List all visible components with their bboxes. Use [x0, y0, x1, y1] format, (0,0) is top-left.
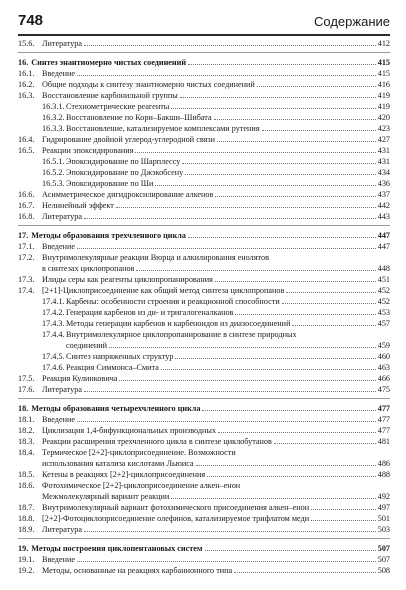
- toc-chapter-entry[interactable]: [18, 230, 390, 241]
- toc-entry-title: Эпоксидирование по Ши: [66, 179, 154, 188]
- toc-entry-title: Методы образования четырехчленного цикла: [31, 404, 201, 413]
- toc-entry-title: Фотохимическое [2+2]-циклоприсоединение алкен–енон: [42, 481, 241, 490]
- toc-entry-number: 19.: [18, 544, 29, 553]
- toc-entry[interactable]: [18, 524, 390, 535]
- toc-entry-title: Литература: [42, 212, 82, 221]
- toc-entry-page: 466: [377, 374, 390, 383]
- toc-entry-page: 419: [377, 102, 390, 111]
- dot-leader: [234, 572, 376, 573]
- toc-entry-page: 492: [377, 492, 390, 501]
- toc-entry-number: 16.2.: [18, 80, 35, 89]
- toc-entry[interactable]: [18, 414, 390, 425]
- dot-leader: [155, 185, 375, 186]
- dot-leader: [196, 465, 376, 466]
- toc-entry[interactable]: [18, 241, 390, 252]
- dot-leader: [188, 237, 376, 238]
- toc-entry-page: 452: [377, 297, 390, 306]
- toc-entry[interactable]: [18, 211, 390, 222]
- dot-leader: [175, 358, 375, 359]
- toc-entry-number: 19.2.: [18, 566, 35, 575]
- toc-entry-title: Методы образования трехчленного цикла: [31, 231, 186, 240]
- toc-entry[interactable]: [18, 90, 390, 101]
- dot-leader: [116, 207, 376, 208]
- toc-entry-number: 16.5.1.: [42, 157, 65, 166]
- toc-entry[interactable]: [18, 373, 390, 384]
- toc-entry-page: 486: [377, 459, 390, 468]
- toc-entry-number: 16.4.: [18, 135, 35, 144]
- toc-entry-title: Общие подходы к синтезу энантиомерно чистых соединений: [42, 80, 255, 89]
- toc-entry-number: 17.4.: [18, 286, 35, 295]
- toc-entry-title: Введение: [42, 69, 76, 78]
- dot-leader: [171, 108, 375, 109]
- toc-entry-title: Литература: [42, 385, 82, 394]
- toc-entry-number: 16.8.: [18, 212, 35, 221]
- toc-entry-page: 442: [377, 201, 390, 210]
- toc-entry-title: Методы генерации карбенов и карбеноидов из диазосоединений: [66, 319, 291, 328]
- toc-entry-page: 443: [377, 212, 390, 221]
- section-divider: [18, 225, 390, 226]
- toc-entry-page: 463: [377, 363, 390, 372]
- toc-entry[interactable]: [18, 351, 390, 362]
- dot-leader: [214, 119, 376, 120]
- toc-entry-number: 18.8.: [18, 514, 35, 523]
- toc-entry-page: 412: [377, 39, 390, 48]
- toc-entry-number: 15.6.: [18, 39, 35, 48]
- dot-leader: [311, 509, 376, 510]
- toc-entry-number: 16.6.: [18, 190, 35, 199]
- toc-entry-title: Кетены в реакциях [2+2]-циклоприсоединения: [42, 470, 206, 479]
- toc-entry-page: 501: [377, 514, 390, 523]
- toc-entry[interactable]: [18, 134, 390, 145]
- toc-entry[interactable]: [18, 458, 390, 469]
- toc-entry[interactable]: [18, 480, 390, 491]
- toc-entry-page: 453: [377, 308, 390, 317]
- dot-leader: [77, 421, 376, 422]
- section-divider: [18, 538, 390, 539]
- toc-entry-number: 17.4.6.: [42, 363, 65, 372]
- toc-entry-title: Генерация карбенов из ди- и тригалогеналканов: [66, 308, 234, 317]
- toc-entry-page: 488: [377, 470, 390, 479]
- toc-entry-page: 416: [377, 80, 390, 89]
- toc-entry-title: Стехиометрические реагенты: [66, 102, 170, 111]
- toc-entry[interactable]: [18, 447, 390, 458]
- page-header: [18, 8, 390, 36]
- toc-entry-title: [2+2]-Фотоциклоприсоединение олефинов, катализируемое трифлатом меди: [42, 514, 310, 523]
- toc-entry-title: в синтезах циклопропанов: [42, 264, 135, 273]
- toc-entry-title: Реакция Симмонса–Смита: [66, 363, 159, 372]
- toc-entry-number: 16.3.1.: [42, 102, 65, 111]
- running-title: Содержание: [314, 14, 390, 29]
- toc-entry-page: 415: [377, 69, 390, 78]
- dot-leader: [84, 45, 376, 46]
- toc-entry-number: 16.3.: [18, 91, 35, 100]
- dot-leader: [77, 561, 376, 562]
- toc-entry-title: Реакции расширения трехчленного цикла в синтезе циклобутанов: [42, 437, 272, 446]
- toc-entry-title: Внутримолекулярный вариант фотохимического присоединения алкен–енон: [42, 503, 310, 512]
- toc-entry-page: 434: [377, 168, 390, 177]
- dot-leader: [262, 130, 376, 131]
- dot-leader: [292, 325, 375, 326]
- dot-leader: [119, 380, 375, 381]
- toc-entry-number: 18.6.: [18, 481, 35, 490]
- dot-leader: [202, 410, 375, 411]
- toc-entry-title: Восстановление по Кори–Бакши–Шибата: [66, 113, 212, 122]
- toc-entry-title: использования катализа кислотами Льюиса: [42, 459, 194, 468]
- toc-entry-page: 460: [377, 352, 390, 361]
- toc-entry-number: 17.4.3.: [42, 319, 65, 328]
- toc-entry-title: Введение: [42, 555, 76, 564]
- dot-leader: [136, 270, 375, 271]
- toc-entry-page: 477: [377, 415, 390, 424]
- toc-entry[interactable]: [18, 263, 390, 274]
- dot-leader: [217, 141, 376, 142]
- toc-entry-number: 17.5.: [18, 374, 35, 383]
- dot-leader: [286, 292, 375, 293]
- toc-entry-number: 17.4.1.: [42, 297, 65, 306]
- toc-entry-page: 431: [377, 146, 390, 155]
- toc-entry-page: 436: [377, 179, 390, 188]
- page-number: 748: [18, 12, 44, 29]
- toc-chapter-entry[interactable]: [18, 403, 390, 414]
- dot-leader: [161, 369, 376, 370]
- toc-entry-title: Нелинейный эффект: [42, 201, 114, 210]
- toc-chapter-entry[interactable]: [18, 57, 390, 68]
- toc-entry-number: 16.3.2.: [42, 113, 65, 122]
- dot-leader: [77, 75, 376, 76]
- toc-entry-number: 17.2.: [18, 253, 35, 262]
- dot-leader: [207, 476, 376, 477]
- toc-entry-number: 18.2.: [18, 426, 35, 435]
- toc-entry[interactable]: [18, 513, 390, 524]
- toc-entry-page: 423: [377, 124, 390, 133]
- toc-entry[interactable]: [18, 145, 390, 156]
- dot-leader: [235, 314, 375, 315]
- dot-leader: [182, 163, 375, 164]
- toc-entry-number: 17.4.2.: [42, 308, 65, 317]
- toc-entry-title: Реакции эпоксидирования: [42, 146, 134, 155]
- toc-entry-number: 18.5.: [18, 470, 35, 479]
- dot-leader: [109, 347, 376, 348]
- toc-entry-page: 459: [377, 341, 390, 350]
- toc-entry-page: 420: [377, 113, 390, 122]
- toc-entry-number: 18.4.: [18, 448, 35, 457]
- toc-entry-title: Введение: [42, 415, 76, 424]
- toc-entry-title: соединений: [66, 341, 108, 350]
- toc-entry-number: 16.1.: [18, 69, 35, 78]
- toc-entry[interactable]: [18, 274, 390, 285]
- toc-entry[interactable]: [18, 200, 390, 211]
- toc-entry[interactable]: [18, 101, 390, 112]
- toc-entry-page: 503: [377, 525, 390, 534]
- dot-leader: [135, 152, 375, 153]
- dot-leader: [188, 64, 376, 65]
- dot-leader: [77, 248, 376, 249]
- toc-entry[interactable]: [18, 469, 390, 480]
- toc-entry-page: 507: [377, 555, 390, 564]
- toc-entry-title: Синтез напряженных структур: [66, 352, 174, 361]
- toc-entry-page: 419: [377, 91, 390, 100]
- toc-entry[interactable]: [18, 156, 390, 167]
- dot-leader: [274, 443, 376, 444]
- toc-entry[interactable]: [18, 362, 390, 373]
- toc-entry-title: Эпоксидирование по Джэкобсену: [66, 168, 184, 177]
- toc-entry-number: 16.5.2.: [42, 168, 65, 177]
- toc-entry-title: Синтез энантиомерно чистых соединений: [31, 58, 187, 67]
- toc-entry-number: 16.: [18, 58, 29, 67]
- toc-entry-number: 19.1.: [18, 555, 35, 564]
- toc-entry-page: 475: [377, 385, 390, 394]
- toc-entry-number: 18.1.: [18, 415, 35, 424]
- toc-entry-title: Литература: [42, 39, 82, 48]
- dot-leader: [171, 498, 375, 499]
- toc-entry-number: 17.4.5.: [42, 352, 65, 361]
- toc-entry-number: 16.5.: [18, 146, 35, 155]
- toc-entry-page: 452: [377, 286, 390, 295]
- toc-entry[interactable]: [18, 38, 390, 49]
- toc-entry-title: Внутримолекулярное циклопропанирование в синтезе природных: [66, 330, 297, 339]
- dot-leader: [215, 196, 375, 197]
- section-divider: [18, 52, 390, 53]
- toc-entry[interactable]: [18, 79, 390, 90]
- toc-entry-title: [2+1]-Циклоприсоединение как общий метод синтеза циклопропанов: [42, 286, 285, 295]
- dot-leader: [205, 550, 376, 551]
- toc-entry-title: Межмолекулярный вариант реакции: [42, 492, 170, 501]
- dot-leader: [282, 303, 376, 304]
- dot-leader: [84, 218, 376, 219]
- toc-entry-page: 477: [377, 404, 390, 413]
- dot-leader: [218, 432, 376, 433]
- toc-entry[interactable]: [18, 436, 390, 447]
- toc-entry-number: 17.6.: [18, 385, 35, 394]
- toc-entry[interactable]: [18, 112, 390, 123]
- toc-entry-title: Восстановление карбонильной группы: [42, 91, 178, 100]
- toc-entry-number: 17.4.4.: [42, 330, 65, 339]
- toc-entry[interactable]: [18, 296, 390, 307]
- section-divider: [18, 398, 390, 399]
- toc-entry[interactable]: [18, 68, 390, 79]
- toc-entry-page: 457: [377, 319, 390, 328]
- toc-entry-number: 18.3.: [18, 437, 35, 446]
- toc-entry[interactable]: [18, 285, 390, 296]
- toc-entry[interactable]: [18, 189, 390, 200]
- toc-entry-page: 507: [377, 544, 390, 553]
- toc-entry[interactable]: [18, 167, 390, 178]
- toc-entry-number: 16.3.3.: [42, 124, 65, 133]
- toc-entry-page: 451: [377, 275, 390, 284]
- toc-entry-title: Методы построения циклопентановых систем: [31, 544, 203, 553]
- toc-entry[interactable]: [18, 307, 390, 318]
- dot-leader: [257, 86, 376, 87]
- toc-entry-number: 17.3.: [18, 275, 35, 284]
- toc-chapter-entry[interactable]: [18, 543, 390, 554]
- toc-entry-page: 431: [377, 157, 390, 166]
- toc-entry-page: 497: [377, 503, 390, 512]
- toc-entry-number: 17.1.: [18, 242, 35, 251]
- toc-entry-number: 16.5.3.: [42, 179, 65, 188]
- toc-entry-page: 437: [377, 190, 390, 199]
- toc-entry-page: 427: [377, 135, 390, 144]
- toc-entry-page: 448: [377, 264, 390, 273]
- toc-entry-title: Илиды серы как реагенты циклопропанирования: [42, 275, 213, 284]
- toc-entry[interactable]: [18, 554, 390, 565]
- toc-entry-page: 447: [377, 242, 390, 251]
- toc-entry[interactable]: [18, 502, 390, 513]
- toc-entry-title: Литература: [42, 525, 82, 534]
- toc-entry[interactable]: [18, 252, 390, 263]
- toc-entry[interactable]: [18, 178, 390, 189]
- toc-entry[interactable]: [18, 318, 390, 329]
- table-of-contents: [18, 38, 390, 576]
- toc-entry[interactable]: [18, 123, 390, 134]
- toc-entry-title: Гидрирование двойной углерод-углеродной связи: [42, 135, 215, 144]
- toc-entry[interactable]: [18, 565, 390, 576]
- toc-entry[interactable]: [18, 491, 390, 502]
- dot-leader: [311, 520, 376, 521]
- toc-entry-title: Циклизация 1,4-бифункциональных производных: [42, 426, 217, 435]
- dot-leader: [84, 391, 376, 392]
- toc-entry-page: 508: [377, 566, 390, 575]
- dot-leader: [180, 97, 376, 98]
- toc-entry-page: 447: [377, 231, 390, 240]
- dot-leader: [84, 531, 376, 532]
- toc-entry[interactable]: [18, 329, 390, 340]
- toc-entry-title: Реакция Кулинковича: [42, 374, 118, 383]
- toc-entry-page: 415: [377, 58, 390, 67]
- toc-entry-title: Карбены: особенности строения и реакционной способности: [66, 297, 280, 306]
- toc-entry-title: Асимметрическое дигидроксилирование алкенов: [42, 190, 214, 199]
- toc-entry-title: Термическое [2+2]-циклоприсоединение. Возможности: [42, 448, 236, 457]
- toc-entry[interactable]: [18, 384, 390, 395]
- toc-entry-title: Методы, основанные на реакциях карбанионного типа: [42, 566, 233, 575]
- toc-entry-page: 477: [377, 426, 390, 435]
- toc-entry-number: 18.: [18, 404, 29, 413]
- toc-entry-number: 17.: [18, 231, 29, 240]
- toc-entry-title: Внутримолекулярные реакции Вюрца и алкилирования енолятов: [42, 253, 269, 262]
- toc-entry[interactable]: [18, 340, 390, 351]
- toc-entry-number: 16.7.: [18, 201, 35, 210]
- toc-entry-title: Введение: [42, 242, 76, 251]
- dot-leader: [215, 281, 376, 282]
- toc-entry-number: 18.9.: [18, 525, 35, 534]
- dot-leader: [185, 174, 376, 175]
- toc-entry-page: 481: [377, 437, 390, 446]
- toc-entry-number: 18.7.: [18, 503, 35, 512]
- toc-entry-title: Восстановление, катализируемое комплексами рутения: [66, 124, 260, 133]
- toc-entry-title: Эпоксидирование по Шарплессу: [66, 157, 181, 166]
- toc-entry[interactable]: [18, 425, 390, 436]
